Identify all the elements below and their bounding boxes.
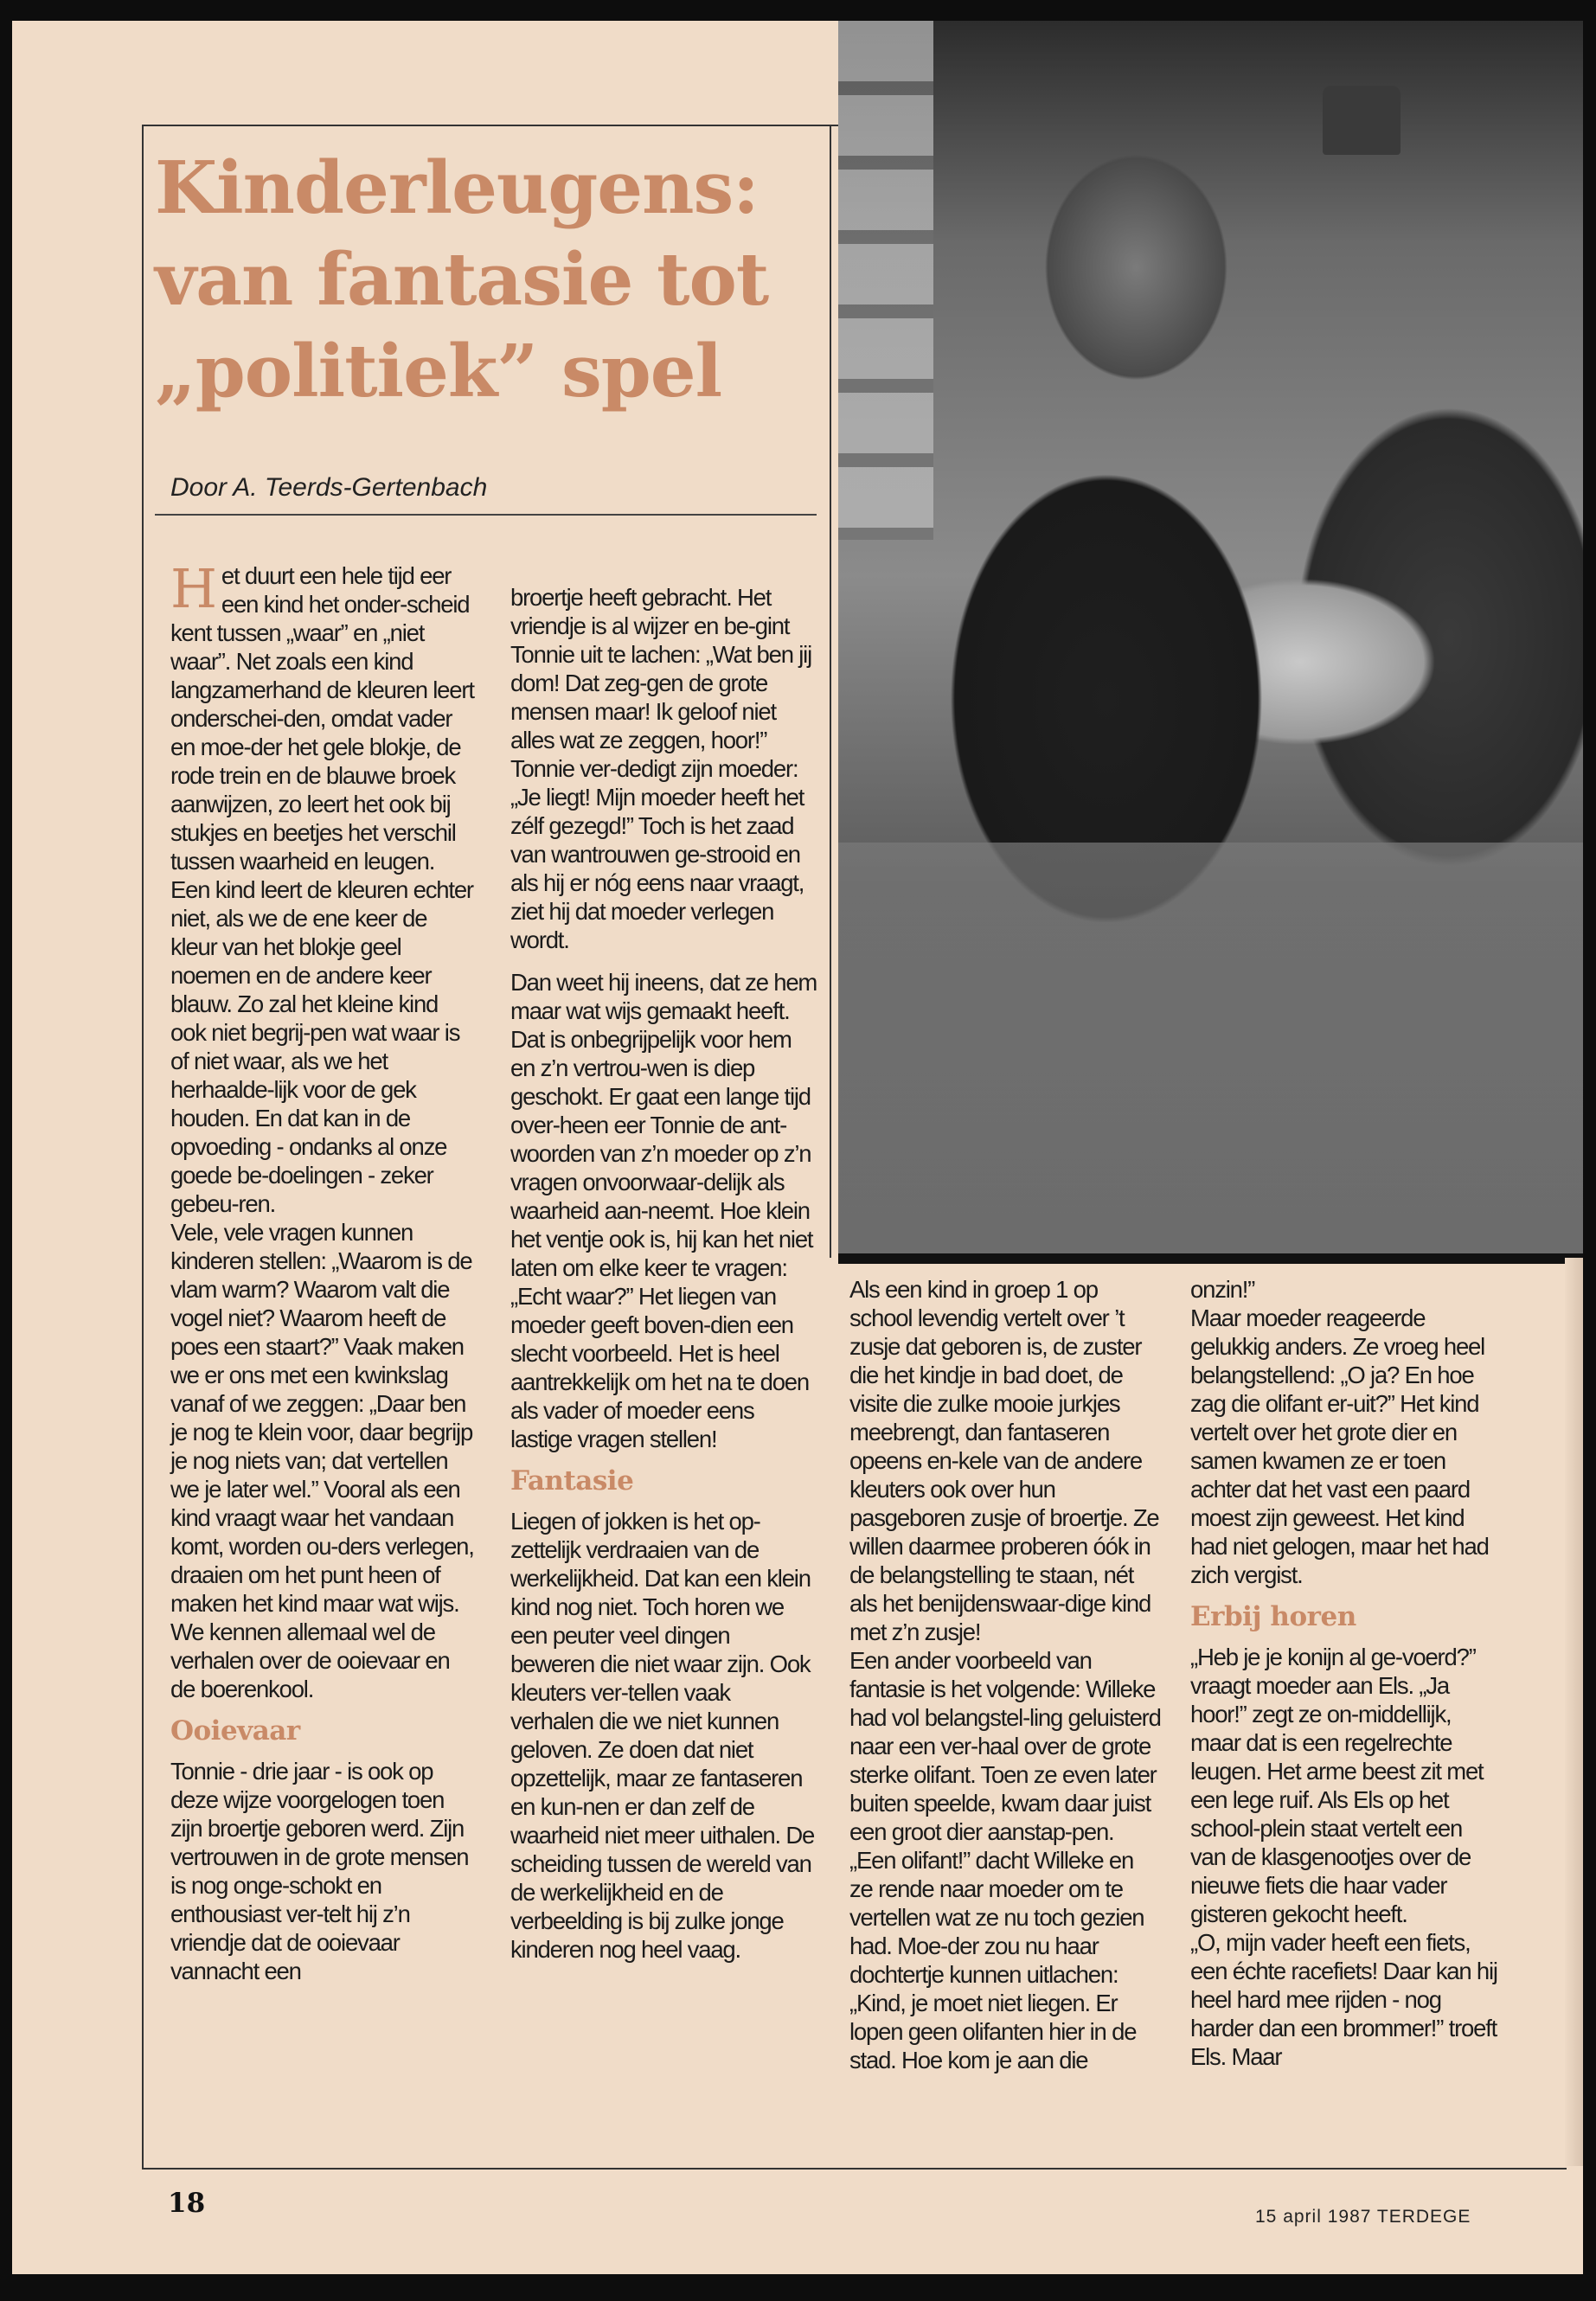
paragraph: Vele, vele vragen kunnen kinderen stellen: „Waarom is de vlam warm? Waarom valt die vogel niet? Waarom heeft de poes een staart?” Vaak maken we er ons met een kwinkslag vanaf of we zeggen: „Daar ben je nog te klein voor, daar begrijp je nog niets van; dat vertellen we je later wel.” Vooral als een kind vraagt waar het vandaan komt, worden ou-ders verlegen, draaien om het punt heen of maken het kind maar wat wijs. We kennen allemaal wel de verhalen over de ooievaar en de boerenkool. bbox=[170, 1219, 474, 1702]
column-divider bbox=[830, 125, 831, 1258]
photo-wall-cards bbox=[838, 21, 933, 540]
title-line-3: „politiek” spel bbox=[155, 329, 722, 413]
photo-floor bbox=[838, 843, 1583, 1253]
text-column-1 bbox=[170, 557, 478, 1985]
paragraph: Maar moeder reageerde gelukkig anders. Ze vroeg heel belangstellend: „O ja? En hoe zag die olifant er-uit?” Het kind vertelt over het grote dier en samen kwamen ze er toen achter dat het vast een paard moest zijn geweest. Het kind had niet gelogen, maar het had zich vergist. bbox=[1190, 1304, 1489, 1588]
paragraph-text: et duurt een hele tijd eer een kind het onder-scheid kent tussen „waar” en „niet waar”. Net zoals een kind langzamerhand de kleuren leert onderschei-den, omdat vader en moe-der het gele blokje, de rode trein en de blauwe broek aanwijzen, zo leert het ook bij stukjes en beetjes het verschil tussen waarheid en leugen. bbox=[170, 562, 474, 875]
paragraph: Liegen of jokken is het op-zettelijk verdraaien van de werkelijkheid. Dat kan een klein kind nog niet. Toch horen we een peuter veel dingen beweren die niet waar zijn. Ook kleuters ver-tellen vaak verhalen die we niet kunnen geloven. Ze doen dat niet opzettelijk, maar ze fantaseren en kun-nen er dan zelf de waarheid niet meer uithalen. De scheiding tussen de wereld van de werkelijkheid en de verbeelding is bij zulke jonge kinderen nog heel vaag. bbox=[510, 1508, 815, 1963]
photo-lamp bbox=[1323, 86, 1401, 155]
byline: Door A. Teerds-Gertenbach bbox=[170, 473, 488, 502]
paragraph: broertje heeft gebracht. Het vriendje is al wijzer en be-gint Tonnie uit te lachen: „Wat ben jij dom! Dat zeg-gen de grote mensen maar! Ik geloof niet alles wat ze zeggen, hoor!” Tonnie ver-dedigt zijn moeder: „Je liegt! Mijn moeder heeft het zélf gezegd!” Toch is het zaad van wantrouwen ge-strooid en als hij er nóg eens naar vraagt, ziet hij dat moeder verlegen wordt. bbox=[510, 584, 811, 953]
page-edge-shadow bbox=[1565, 1258, 1583, 2166]
title-line-2: van fantasie tot bbox=[155, 237, 769, 322]
paragraph bbox=[170, 557, 478, 875]
page-number: 18 bbox=[168, 2188, 206, 2219]
paragraph: Een ander voorbeeld van fantasie is het volgende: Willeke had vol belangstel-ling geluisterd naar een ver-haal over de grote sterke olifant. Toen ze even later buiten speelde, kwam daar juist een groot dier aanstap-pen. „Een olifant!” dacht Willeke en ze rende naar moeder om te vertellen wat ze nu toch gezien had. Moe-der zou nu haar dochtertje kunnen uitlachen: „Kind, je moet niet liegen. Er lopen geen olifanten hier in de stad. Hoe kom je aan die bbox=[849, 1647, 1161, 2073]
paragraph: Een kind leert de kleuren echter niet, als we de ene keer de kleur van het blokje geel noemen en de andere keer blauw. Zo zal het kleine kind ook niet begrij-pen wat waar is of niet waar, als we het herhaalde-lijk voor de gek houden. En dat kan in de opvoeding - ondanks al onze goede be-doelingen - zeker gebeu-ren. bbox=[170, 876, 473, 1217]
paragraph: Als een kind in groep 1 op school levendig vertelt over ’t zusje dat geboren is, de zuster die het kindje in bad doet, de visite die zulke mooie jurkjes meebrengt, dan fantaseren opeens en-kele van de andere kleuters ook over hun pasgeboren zusje of broertje. Ze willen daarmee proberen óók in de belangstelling te staan, nét als het benijdenswaar-dige kind met z’n zusje! bbox=[849, 1276, 1159, 1645]
section-heading-ooievaar: Ooievaar bbox=[170, 1715, 300, 1747]
photo-boy-with-pram bbox=[838, 21, 1583, 1253]
paragraph: Tonnie - drie jaar - is ook op deze wijze voorgelogen toen zijn broertje geboren werd. Zijn vertrouwen in de grote mensen is nog onge-schokt en enthousiast ver-telt hij z’n vriendje dat de ooievaar vannacht een bbox=[170, 1758, 469, 1984]
title-line-1: Kinderleugens: bbox=[155, 145, 759, 230]
byline-rule bbox=[155, 514, 817, 516]
paragraph: Dan weet hij ineens, dat ze hem maar wat wijs gemaakt heeft. Dat is onbegrijpelijk voor hem en z’n vertrou-wen is diep geschokt. Er gaat een lange tijd over-heen eer Tonnie de ant-woorden van z’n moeder op z’n vragen onvoorwaar-delijk als waarheid aan-neemt. Hoe klein het ventje ook is, hij kan het niet laten om elke keer te vragen: „Echt waar?” Het liegen van moeder geeft boven-dien een slecht voorbeeld. Het is heel aantrekkelijk om het na te doen als vader of moeder eens lastige vragen stellen! bbox=[510, 969, 817, 1452]
section-heading-fantasie: Fantasie bbox=[510, 1465, 634, 1497]
magazine-page bbox=[12, 21, 1583, 2274]
section-heading-erbij-horen: Erbij horen bbox=[1190, 1601, 1356, 1632]
issue-footer: 15 april 1987 TERDEGE bbox=[1255, 2207, 1471, 2227]
text-column-4 bbox=[1190, 1275, 1502, 2071]
top-rule bbox=[142, 125, 838, 126]
drop-cap: H bbox=[170, 557, 216, 620]
text-column-2 bbox=[510, 583, 817, 1964]
paragraph: onzin!” bbox=[1190, 1276, 1255, 1303]
paragraph: „Heb je je konijn al ge-voerd?” vraagt moeder aan Els. „Ja hoor!” zegt ze on-middellijk, maar dat is een regelrechte leugen. Het arme beest zit met een lege ruif. Als Els op het school-plein staat vertelt een van de klasgenootjes over de nieuwe fiets die haar vader gisteren gekocht heeft. bbox=[1190, 1644, 1484, 1927]
photo-bottom-border bbox=[838, 1253, 1583, 1264]
article-title bbox=[155, 142, 830, 417]
paragraph: „O, mijn vader heeft een fiets, een échte racefiets! Daar kan hij heel hard mee rijden - nog harder dan een brommer!” troeft Els. Maar bbox=[1190, 1929, 1497, 2070]
text-column-3 bbox=[849, 1275, 1161, 2074]
